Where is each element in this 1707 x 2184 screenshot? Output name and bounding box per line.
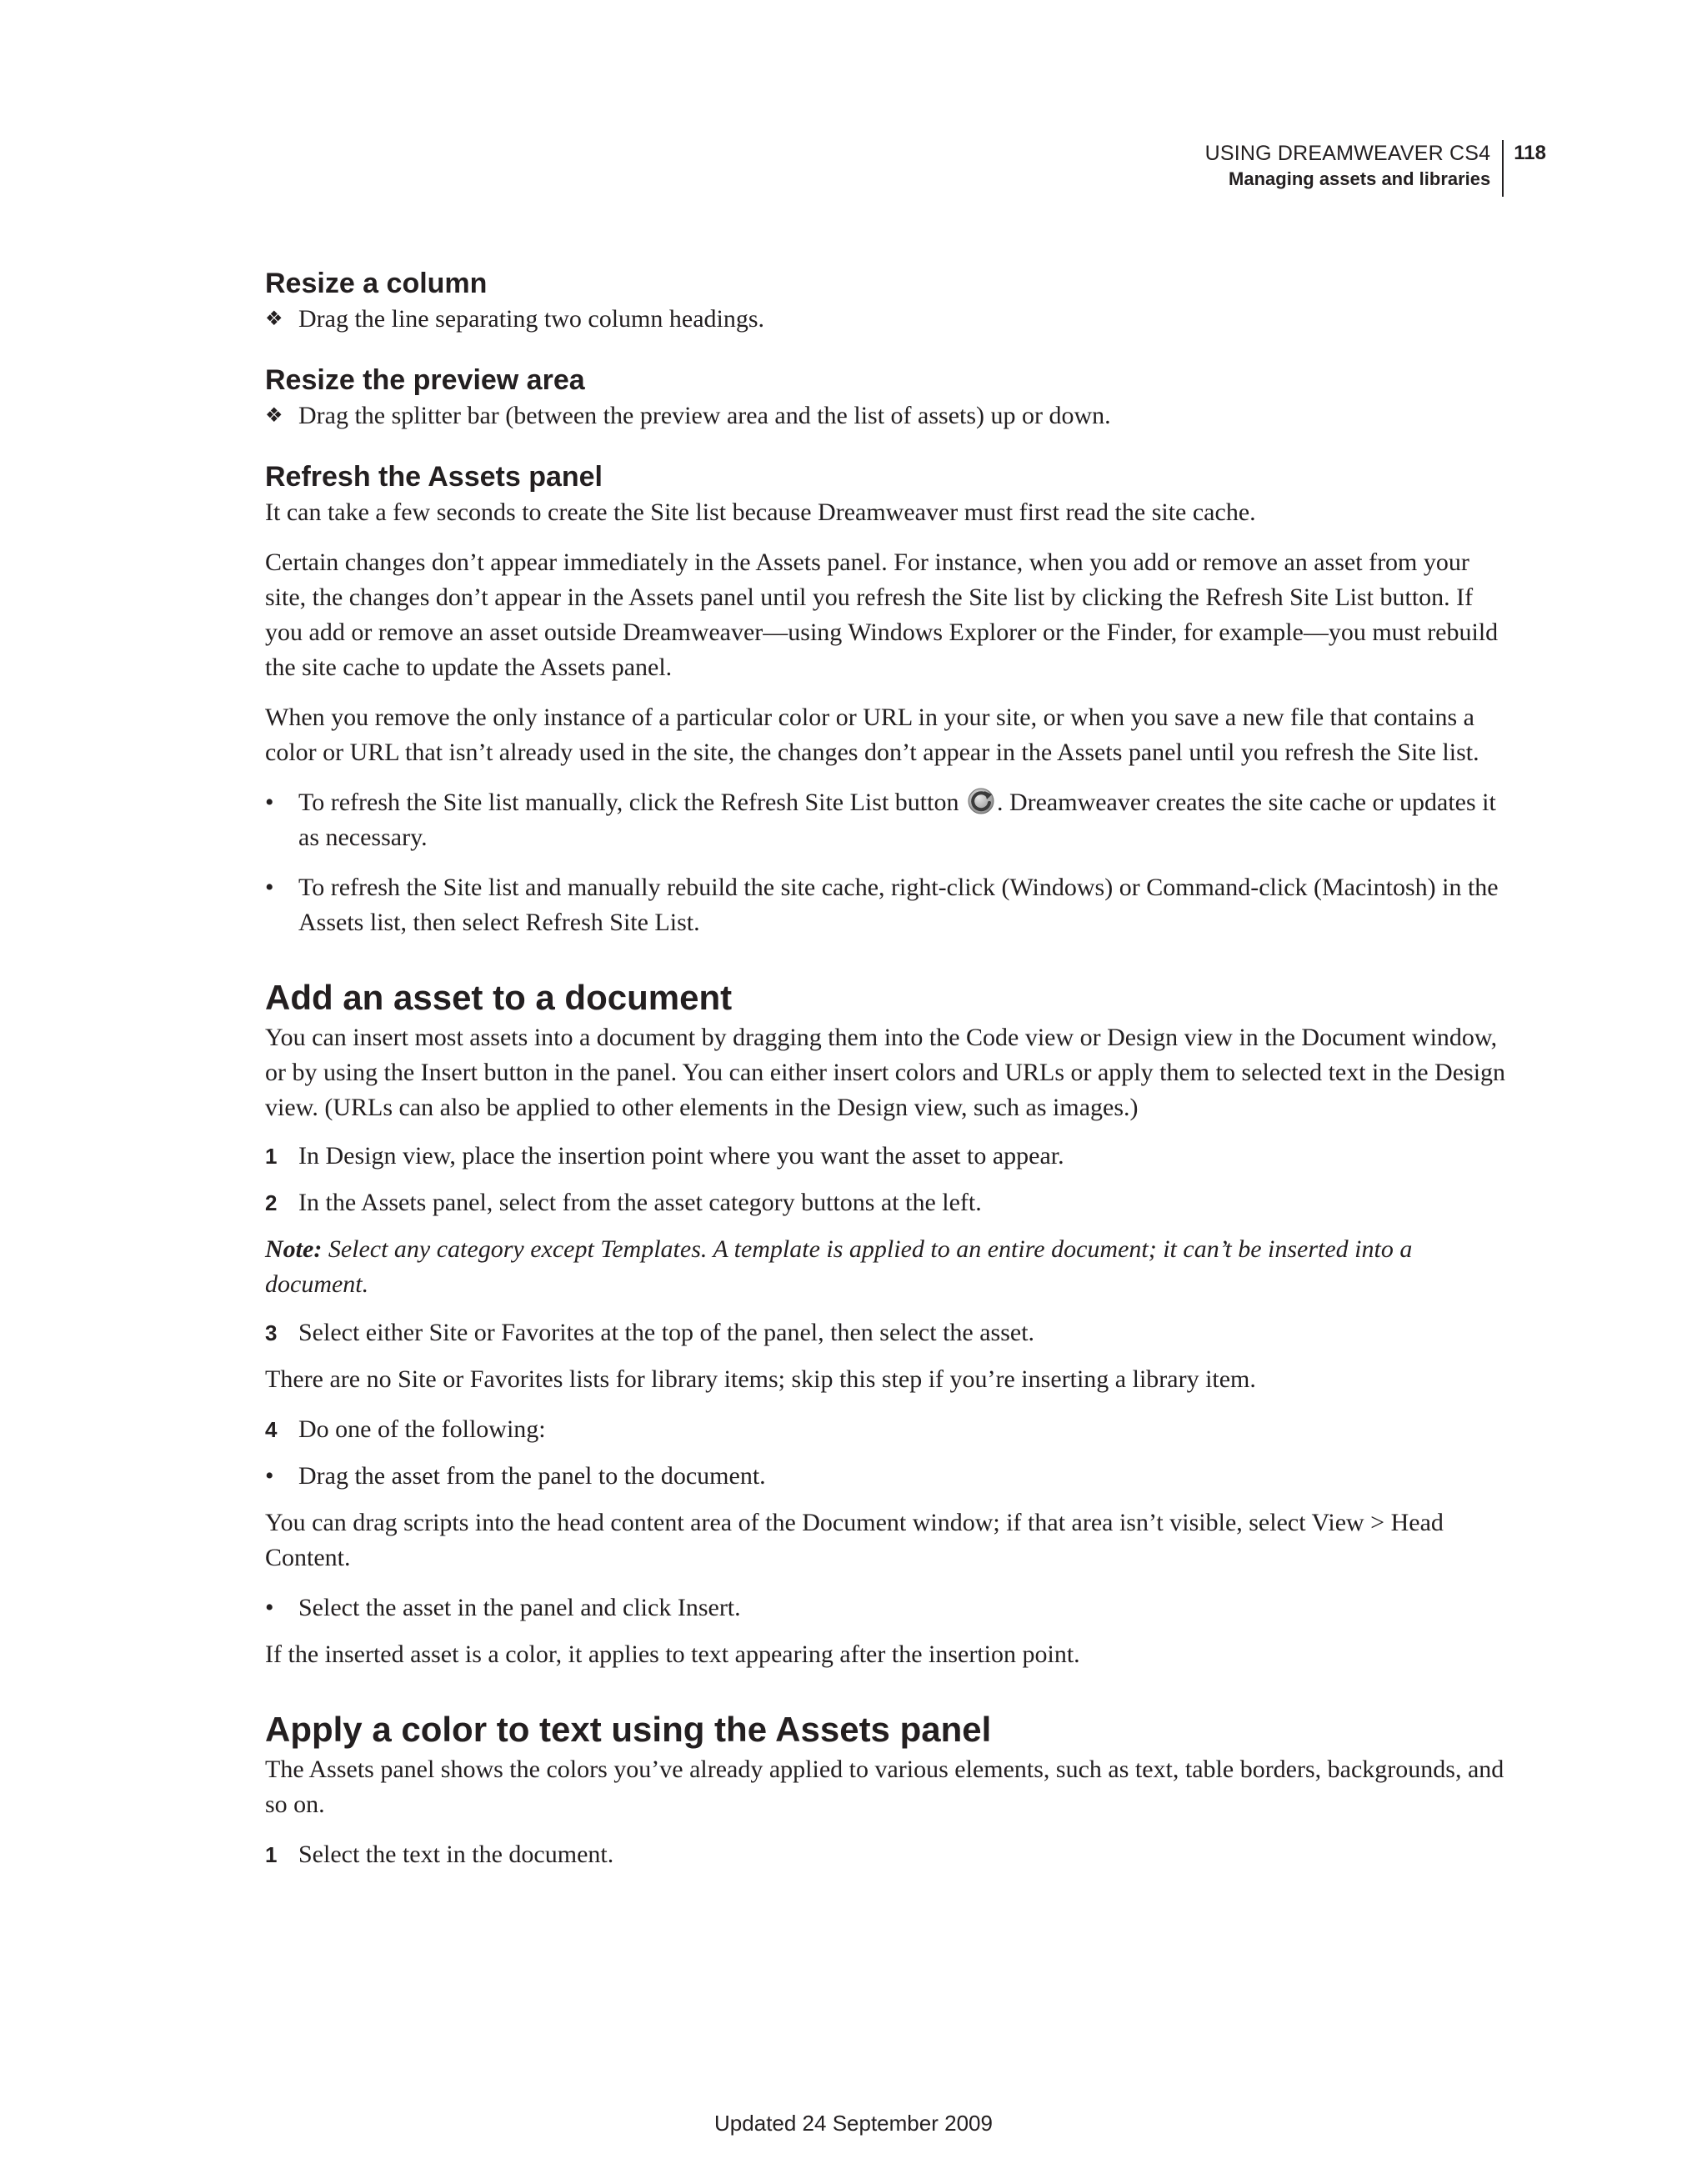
refresh-icon [967, 787, 995, 815]
step-text: Drag the line separating two column headings. [298, 305, 765, 333]
numbered-step [265, 1837, 1507, 1872]
paragraph: You can drag scripts into the head content area of the Document window; if that area isn’t visible, select View > Head Content. [265, 1509, 1444, 1571]
paragraph: Certain changes don’t appear immediately in the Assets panel. For instance, when you add or remove an asset from your site, the changes don’t appear in the Assets panel until you refresh the Site list by clicking the Refresh Site List button. If you add or remove an asset outside Dreamweaver—using Windows Explorer or the Finder, for example—you must rebuild the site cache to update the Assets panel. [265, 549, 1499, 681]
bullet-text: Select the asset in the panel and click Insert. [298, 1594, 741, 1621]
bullet-item [265, 1459, 1507, 1494]
diamond-bullet: ❖ [265, 405, 283, 427]
step-text: Do one of the following: [298, 1415, 546, 1443]
heading-resize-column: Resize a column [265, 268, 488, 299]
running-header [1205, 140, 1546, 197]
paragraph: You can insert most assets into a document by dragging them into the Code view or Design view in the Document window, or by using the Insert button in the panel. You can either insert colors and URLs or apply them to selected text in the Design view. (URLs can also be applied to other elements in the Design view, such as images.) [265, 1024, 1506, 1121]
step-text: In Design view, place the insertion point where you want the asset to appear. [298, 1142, 1064, 1170]
paragraph: If the inserted asset is a color, it applies to text appearing after the insertion point. [265, 1641, 1080, 1668]
note [265, 1232, 1507, 1302]
chapter-title: Managing assets and libraries [1229, 168, 1491, 189]
step-number: 1 [265, 1842, 278, 1867]
bullet-text-end: . Dreamweaver creates the site cache or updates it as necessary. [298, 789, 1496, 851]
step-resize-preview [265, 398, 1507, 433]
note-text: Select any category except Templates. A template is applied to an entire document; it can’t be inserted into a document. [265, 1235, 1413, 1298]
page-number: 118 [1514, 142, 1546, 164]
numbered-step [265, 1412, 1507, 1447]
numbered-step [265, 1315, 1507, 1350]
step-text: In the Assets panel, select from the asset category buttons at the left. [298, 1189, 982, 1216]
heading-refresh-assets: Refresh the Assets panel [265, 461, 603, 493]
step-text: Drag the splitter bar (between the preview area and the list of assets) up or down. [298, 402, 1111, 429]
step-text: Select either Site or Favorites at the top of the panel, then select the asset. [298, 1319, 1035, 1346]
bullet-marker: • [265, 1594, 274, 1621]
bullet-text-start: To refresh the Site list manually, click the Refresh Site List button [298, 789, 965, 816]
paragraph: The Assets panel shows the colors you’ve already applied to various elements, such as text, table borders, backgrounds, and so on. [265, 1756, 1504, 1818]
running-header-text [1205, 140, 1504, 197]
step-text: Select the text in the document. [298, 1841, 614, 1868]
numbered-step [265, 1139, 1507, 1174]
step-resize-column [265, 302, 1507, 337]
heading-resize-preview: Resize the preview area [265, 364, 585, 396]
bullet-text: Drag the asset from the panel to the document. [298, 1462, 766, 1490]
note-label: Note: [265, 1235, 323, 1263]
paragraph: When you remove the only instance of a particular color or URL in your site, or when you save a new file that contains a color or URL that isn’t already used in the site, the changes don’t appear in the Assets panel until you refresh the Site list. [265, 704, 1479, 766]
bullet-marker: • [265, 789, 274, 816]
heading-apply-color: Apply a color to text using the Assets panel [265, 1710, 992, 1749]
bullet-text: To refresh the Site list and manually rebuild the site cache, right-click (Windows) or Command-click (Macintosh) in the Assets list, then select Refresh Site List. [298, 874, 1499, 936]
heading-add-asset: Add an asset to a document [265, 978, 733, 1017]
paragraph: It can take a few seconds to create the Site list because Dreamweaver must first read the site cache. [265, 498, 1256, 526]
diamond-bullet: ❖ [265, 308, 283, 330]
bullet-item [265, 870, 1507, 940]
numbered-step [265, 1185, 1507, 1220]
bullet-item [265, 785, 1507, 855]
bullet-marker: • [265, 874, 274, 901]
step-number: 1 [265, 1144, 278, 1169]
step-number: 3 [265, 1320, 278, 1345]
page-content [265, 265, 1507, 1872]
step-number: 4 [265, 1417, 278, 1442]
paragraph: There are no Site or Favorites lists for library items; skip this step if you’re inserting a library item. [265, 1365, 1256, 1393]
book-title: USING DREAMWEAVER CS4 [1204, 142, 1491, 165]
step-number: 2 [265, 1190, 278, 1215]
bullet-marker: • [265, 1462, 274, 1490]
bullet-item [265, 1590, 1507, 1625]
footer-updated-date: Updated 24 September 2009 [714, 2111, 993, 2136]
